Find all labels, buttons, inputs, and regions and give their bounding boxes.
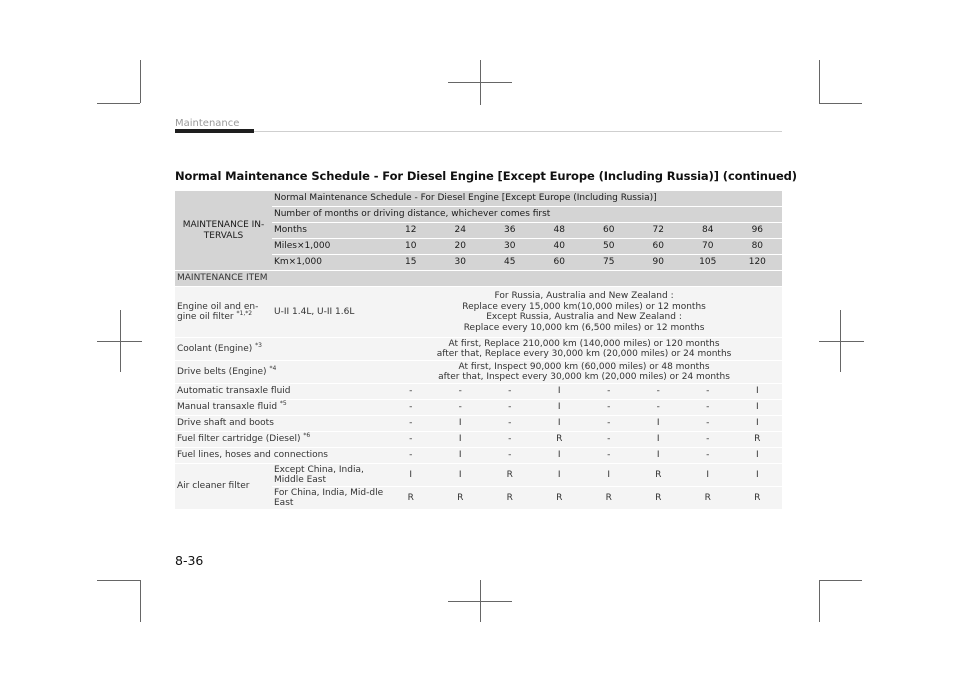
table-row (175, 464, 782, 487)
schedule-cell: I (535, 448, 585, 464)
miles-value: 60 (634, 239, 684, 255)
note-line: For Russia, Australia and New Zealand : (494, 291, 674, 301)
note-line: At first, Replace 210,000 km (140,000 miles) or 120 months (448, 338, 720, 349)
table-row (175, 361, 782, 384)
schedule-cell: - (634, 400, 684, 416)
item-label (175, 361, 386, 384)
crop-mark (140, 60, 141, 103)
schedule-cell: - (584, 432, 634, 448)
schedule-cell: I (733, 416, 783, 432)
km-value: 75 (584, 255, 634, 271)
months-value: 60 (584, 223, 634, 239)
crop-mark (819, 60, 820, 103)
schedule-cell: I (733, 464, 783, 487)
item-sub-label: U-II 1.4L, U-II 1.6L (272, 287, 386, 338)
schedule-cell: R (485, 487, 535, 510)
months-value: 12 (386, 223, 436, 239)
crop-mark (97, 580, 140, 581)
item-label (175, 338, 386, 361)
schedule-cell: - (485, 400, 535, 416)
crop-mark (819, 103, 862, 104)
miles-value: 70 (683, 239, 733, 255)
schedule-cell: I (535, 384, 585, 400)
miles-value: 10 (386, 239, 436, 255)
crop-mark (819, 580, 862, 581)
km-label: Km×1,000 (272, 255, 386, 271)
schedule-cell: R (485, 464, 535, 487)
miles-label: Miles×1,000 (272, 239, 386, 255)
miles-value: 40 (535, 239, 585, 255)
schedule-cell: - (386, 400, 436, 416)
schedule-cell: - (485, 384, 535, 400)
page-number: 8-36 (175, 553, 204, 568)
schedule-cell: I (733, 400, 783, 416)
footnote-mark: *4 (269, 364, 277, 372)
schedule-cell: - (584, 384, 634, 400)
schedule-cell: R (733, 432, 783, 448)
schedule-cell: I (634, 416, 684, 432)
crop-mark (140, 580, 141, 622)
schedule-cell: - (584, 416, 634, 432)
schedule-cell: I (584, 464, 634, 487)
section-label: Maintenance (175, 118, 240, 129)
schedule-cell: - (683, 416, 733, 432)
schedule-cell: - (683, 400, 733, 416)
header-rule (175, 131, 782, 132)
schedule-cell: - (386, 432, 436, 448)
months-value: 84 (683, 223, 733, 239)
maintenance-item-header-row (175, 271, 782, 287)
item-label-text: Fuel lines, hoses and connections (177, 450, 328, 461)
crop-mark (97, 103, 140, 104)
item-sub-label: For China, India, Mid-dle East (272, 487, 386, 510)
item-label (175, 287, 272, 338)
item-note (386, 287, 782, 338)
item-label (175, 400, 386, 416)
note-line: after that, Inspect every 30,000 km (20,000 miles) or 24 months (438, 372, 730, 382)
schedule-cell: R (683, 487, 733, 510)
months-value: 72 (634, 223, 684, 239)
note-line: after that, Replace every 30,000 km (20,000 miles) or 24 months (436, 349, 732, 359)
schedule-cell: R (386, 487, 436, 510)
table-row (175, 400, 782, 416)
schedule-cell: - (683, 448, 733, 464)
schedule-cell: I (535, 400, 585, 416)
miles-value: 30 (485, 239, 535, 255)
schedule-cell: I (436, 448, 486, 464)
schedule-cell: I (634, 448, 684, 464)
schedule-cell: - (386, 448, 436, 464)
table-row (175, 432, 782, 448)
km-value: 105 (683, 255, 733, 271)
schedule-cell: I (436, 432, 486, 448)
months-value: 36 (485, 223, 535, 239)
schedule-cell: R (535, 487, 585, 510)
schedule-cell: I (733, 384, 783, 400)
schedule-cell: - (485, 432, 535, 448)
schedule-cell: I (733, 448, 783, 464)
schedule-cell: R (584, 487, 634, 510)
schedule-cell: I (386, 464, 436, 487)
schedule-cell: - (436, 400, 486, 416)
note-line: Replace every 15,000 km(10,000 miles) or 12 months (462, 301, 706, 312)
months-value: 96 (733, 223, 783, 239)
schedule-cell: I (634, 432, 684, 448)
item-label-text: Coolant (Engine) (177, 343, 253, 354)
schedule-cell: I (683, 464, 733, 487)
note-line: Replace every 10,000 km (6,500 miles) or 12 months (463, 322, 705, 333)
schedule-cell: - (683, 384, 733, 400)
schedule-cell: I (535, 464, 585, 487)
header-bar (175, 129, 254, 133)
table-header-row (175, 191, 782, 207)
km-value: 60 (535, 255, 585, 271)
table-row (175, 338, 782, 361)
item-note (386, 338, 782, 361)
item-label-text: Engine oil and en-gine oil filter (177, 301, 259, 322)
note-line: Except Russia, Australia and New Zealand : (486, 312, 682, 322)
item-label: Air cleaner filter (175, 464, 272, 510)
schedule-cell: - (386, 416, 436, 432)
schedule-cell: - (485, 416, 535, 432)
schedule-cell: - (386, 384, 436, 400)
schedule-title-cell: Normal Maintenance Schedule - For Diesel Engine [Except Europe (Including Russia)] (272, 191, 782, 207)
maintenance-item-label: MAINTENANCE ITEM (175, 271, 782, 287)
registration-mark (448, 82, 512, 83)
item-label-text: Automatic transaxle fluid (177, 386, 291, 397)
schedule-cell: - (634, 384, 684, 400)
schedule-cell: I (535, 416, 585, 432)
table-row (175, 416, 782, 432)
schedule-cell: R (733, 487, 783, 510)
schedule-cell: I (436, 464, 486, 487)
item-note (386, 361, 782, 384)
schedule-cell: - (584, 448, 634, 464)
item-label (175, 432, 386, 448)
footnote-mark: *3 (255, 341, 262, 349)
schedule-cell: R (535, 432, 585, 448)
item-label (175, 384, 386, 400)
miles-value: 80 (733, 239, 783, 255)
months-label: Months (272, 223, 386, 239)
item-label (175, 416, 386, 432)
page-title: Normal Maintenance Schedule - For Diesel Engine [Except Europe (Including Russia)] (continued) (175, 169, 797, 183)
km-value: 90 (634, 255, 684, 271)
footnote-mark: *5 (279, 400, 287, 408)
item-label-text: Fuel filter cartridge (Diesel) (177, 434, 301, 445)
maintenance-schedule-table (175, 191, 782, 510)
item-sub-label: Except China, India, Middle East (272, 464, 386, 487)
item-label-text: Drive shaft and boots (177, 418, 274, 429)
note-line: At first, Inspect 90,000 km (60,000 miles) or 48 months (458, 361, 710, 372)
months-value: 24 (436, 223, 486, 239)
schedule-cell: R (436, 487, 486, 510)
registration-mark (97, 341, 142, 342)
crop-mark (819, 580, 820, 622)
footnote-mark: *6 (303, 432, 311, 440)
footnote-mark: *1,*2 (236, 310, 253, 317)
km-value: 45 (485, 255, 535, 271)
months-value: 48 (535, 223, 585, 239)
item-label-text: Manual transaxle fluid (177, 402, 278, 413)
km-value: 15 (386, 255, 436, 271)
miles-value: 50 (584, 239, 634, 255)
registration-mark (448, 601, 512, 602)
maintenance-intervals-label: MAINTENANCE IN-TERVALS (175, 191, 272, 271)
schedule-cell: R (634, 464, 684, 487)
schedule-cell: - (436, 384, 486, 400)
table-row (175, 384, 782, 400)
miles-value: 20 (436, 239, 486, 255)
schedule-cell: - (485, 448, 535, 464)
item-label (175, 448, 386, 464)
schedule-cell: - (683, 432, 733, 448)
km-value: 30 (436, 255, 486, 271)
schedule-cell: I (436, 416, 486, 432)
table-row (175, 287, 782, 338)
schedule-subtitle-cell: Number of months or driving distance, whichever comes first (272, 207, 782, 223)
km-value: 120 (733, 255, 783, 271)
schedule-cell: R (634, 487, 684, 510)
schedule-cell: - (584, 400, 634, 416)
table-row (175, 448, 782, 464)
item-label-text: Drive belts (Engine) (177, 366, 267, 377)
registration-mark (819, 341, 864, 342)
